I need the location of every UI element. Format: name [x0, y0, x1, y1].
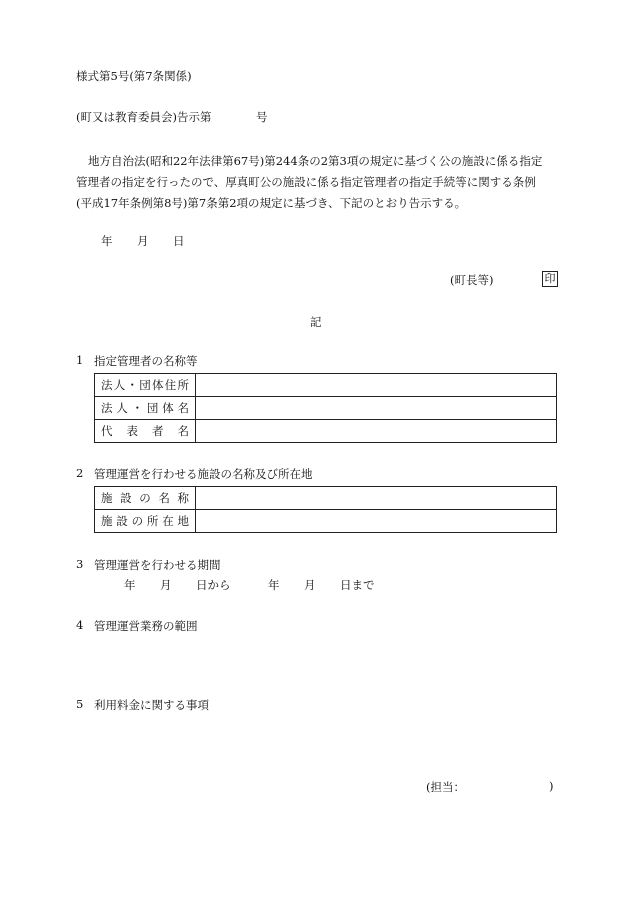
- period-end-year: 年: [268, 578, 280, 592]
- contact-label: (担当：: [426, 780, 465, 794]
- value-cell-org-name[interactable]: [196, 397, 557, 420]
- section-1-title: 指定管理者の名称等: [94, 354, 198, 368]
- body-line-3: (平成17年条例第8号)第7条第2項の規定に基づき、下記のとおり告示する。: [76, 196, 467, 210]
- table-row: [95, 374, 557, 397]
- label-cell: [95, 420, 196, 443]
- label-char: 名: [177, 424, 189, 438]
- label-char: 施: [101, 514, 113, 528]
- label-char: 名: [158, 491, 170, 505]
- label-char: 人: [116, 401, 128, 415]
- date-year: 年: [101, 234, 113, 248]
- label-char: 表: [126, 424, 138, 438]
- body-line-2: 管理者の指定を行ったので、厚真町公の施設に係る指定管理者の指定手続等に関する条例: [76, 175, 536, 189]
- table-row: [95, 397, 557, 420]
- label-facility-name: [101, 490, 189, 506]
- label-address: [101, 377, 189, 393]
- signer-label: (町長等): [450, 273, 494, 287]
- date-month: 月: [137, 234, 149, 248]
- seal-mark: 印: [542, 271, 558, 287]
- body-line-1: 地方自治法(昭和22年法律第67号)第244条の2第3項の規定に基づく公の施設に係る指定: [88, 154, 543, 168]
- section-2-title: 管理運営を行わせる施設の名称及び所在地: [94, 467, 313, 481]
- label-char: 団: [146, 401, 159, 415]
- period-end-month: 月: [304, 578, 316, 592]
- label-cell: [95, 374, 196, 397]
- label-org-name: [101, 400, 189, 416]
- period-end-day: 日まで: [340, 578, 375, 592]
- value-cell-representative[interactable]: [196, 420, 557, 443]
- label-cell: [95, 487, 196, 510]
- section-2-number: 2: [76, 466, 84, 480]
- label-char: 称: [177, 491, 189, 505]
- period-start-month: 月: [160, 578, 172, 592]
- label-char: 法: [101, 401, 113, 415]
- ki-heading: 記: [310, 315, 322, 329]
- label-char: の: [139, 491, 151, 505]
- section-3-number: 3: [76, 557, 84, 571]
- table-row: [95, 487, 557, 510]
- label-char: 地: [177, 514, 189, 528]
- notice-number-suffix: 号: [256, 110, 268, 124]
- label-char: 体: [162, 401, 174, 415]
- label-char: の: [131, 514, 144, 528]
- form-number: 様式第5号(第7条関係): [76, 69, 192, 83]
- label-char: 所: [146, 514, 159, 528]
- label-char: 団: [139, 378, 151, 392]
- value-cell-facility-location[interactable]: [196, 510, 557, 533]
- section-5-title: 利用料金に関する事項: [94, 698, 209, 712]
- section-4-number: 4: [76, 618, 84, 632]
- notice-number-prefix: (町又は教育委員会)告示第: [76, 110, 212, 124]
- label-char: 設: [120, 491, 132, 505]
- contact-close: ): [549, 779, 554, 793]
- section-4-title: 管理運営業務の範囲: [94, 619, 198, 633]
- label-char: ・: [126, 378, 138, 392]
- period-start-year: 年: [124, 578, 136, 592]
- label-char: 体: [152, 378, 164, 392]
- period-start-day: 日から: [196, 578, 231, 592]
- section-5-number: 5: [76, 697, 84, 711]
- notice-body: [76, 151, 576, 214]
- date-day: 日: [173, 234, 185, 248]
- section-1-number: 1: [76, 353, 84, 367]
- label-char: 在: [162, 514, 174, 528]
- label-char: 設: [116, 514, 128, 528]
- label-char: 法: [101, 378, 113, 392]
- section-3-title: 管理運営を行わせる期間: [94, 558, 221, 572]
- label-char: 施: [101, 491, 113, 505]
- label-char: 代: [101, 424, 113, 438]
- facility-table: [94, 486, 557, 533]
- label-char: 所: [177, 378, 189, 392]
- value-cell-facility-name[interactable]: [196, 487, 557, 510]
- label-char: 者: [152, 424, 164, 438]
- label-representative: [101, 423, 189, 439]
- table-row: [95, 420, 557, 443]
- designated-manager-table: [94, 373, 557, 443]
- value-cell-address[interactable]: [196, 374, 557, 397]
- table-row: [95, 510, 557, 533]
- label-char: 住: [164, 378, 177, 392]
- label-cell: [95, 510, 196, 533]
- label-char: ・: [131, 401, 144, 415]
- label-cell: [95, 397, 196, 420]
- label-facility-location: [101, 513, 189, 529]
- label-char: 人: [113, 378, 126, 392]
- label-char: 名: [177, 401, 189, 415]
